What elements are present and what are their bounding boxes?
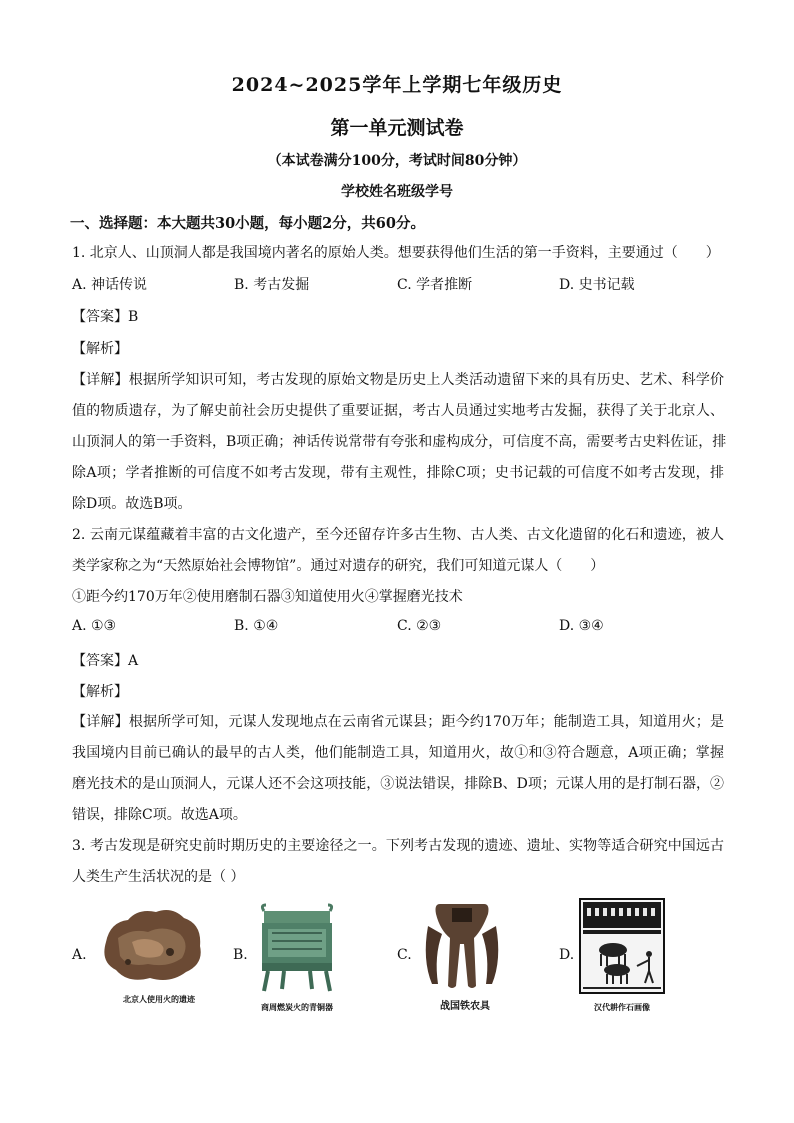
q3-option-b-caption: 商周燃炭火的青铜器 [261,1003,333,1012]
iron-plow-icon [420,900,504,992]
q1-answer: 【答案】B [72,309,139,325]
q2-option-b: B. ①④ [234,618,279,634]
q2-detail-line: 【详解】根据所学可知，元谋人发现地点在云南省元谋县；距今约170万年；能制造工具，知道用火；是 [72,714,724,730]
q1-detail-line: 【详解】根据所学知识可知，考古发现的原始文物是历史上人类活动遗留下来的具有历史、艺术、科学价 [72,372,724,388]
q1-option-b: B. 考古发掘 [234,277,310,293]
question-2-stem: 2. 云南元谋蕴藏着丰富的古文化遗产，至今还留存许多古生物、古人类、古文化遗留的化石和遗迹，被人 [72,527,724,543]
school-info-line: 学校姓名班级学号 [341,184,453,200]
q1-detail-line: 除D项。故选B项。 [72,496,192,512]
question-3-stem: 人类生产生活状况的是（ ） [72,869,245,885]
question-3-stem: 3. 考古发现是研究史前时期历史的主要途径之一。下列考古发现的遗迹、遗址、实物等适合研究中国远古 [72,838,724,854]
q3-option-d-caption: 汉代耕作石画像 [594,1003,650,1012]
q3-option-a-caption: 北京人使用火的遗迹 [123,995,195,1004]
q2-detail-line: 磨光技术的是山顶洞人，元谋人还不会这项技能，③说法错误，排除B、D项；元谋人用的是打制石器，② [72,776,724,792]
q1-analysis-label: 【解析】 [72,341,128,357]
q3-option-d-letter: D. [559,947,575,963]
q1-option-c: C. 学者推断 [397,277,473,293]
section-heading: 一、选择题：本大题共30小题，每小题2分，共60分。 [70,215,425,232]
q2-option-c: C. ②③ [397,618,442,634]
bronze-stove-icon [254,903,340,995]
q2-option-d: D. ③④ [559,618,604,634]
question-1-stem: 1. 北京人、山顶洞人都是我国境内著名的原始人类。想要获得他们生活的第一手资料，主要通过（ ） [72,245,720,261]
q2-detail-line: 错误，排除C项。故选A项。 [72,807,247,823]
q1-detail-line: 山顶洞人的第一手资料，B项正确；神话传说常带有夸张和虚构成分，可信度不高，需要考古史料佐证，排 [72,434,727,450]
exam-subtitle: 第一单元测试卷 [330,117,464,139]
q3-option-c-caption: 战国铁农具 [440,1001,490,1012]
q3-option-a-letter: A. [72,947,87,963]
q2-answer: 【答案】A [72,653,139,669]
q3-option-c-letter: C. [397,947,412,963]
exam-title: 2024~2025学年上学期七年级历史 [231,74,563,96]
stone-relief-icon [579,898,665,994]
question-2-stem: 类学家称之为“天然原始社会博物馆”。通过对遗存的研究，我们可知道元谋人（ ） [72,558,605,574]
q1-detail-line: 除A项；学者推断的可信度不如考古发现，带有主观性，排除C项；史书记载的可信度不如考古发现，排 [72,465,724,481]
q1-option-a: A. 神话传说 [72,277,148,293]
exam-note: （本试卷满分100分，考试时间80分钟） [267,153,527,169]
q2-option-a: A. ①③ [72,618,117,634]
q1-option-d: D. 史书记载 [559,277,635,293]
q2-statements: ①距今约170万年②使用磨制石器③知道使用火④掌握磨光技术 [72,589,463,605]
q2-detail-line: 我国境内目前已确认的最早的古人类，他们能制造工具，知道用火，故①和③符合题意，A项正确；掌握 [72,745,724,761]
q1-detail-line: 值的物质遗存，为了解史前社会历史提供了重要证据，考古人员通过实地考古发掘，获得了关于北京人、 [72,403,724,419]
q3-option-b-letter: B. [233,947,248,963]
burnt-stone-icon [98,902,208,988]
q2-analysis-label: 【解析】 [72,684,128,700]
